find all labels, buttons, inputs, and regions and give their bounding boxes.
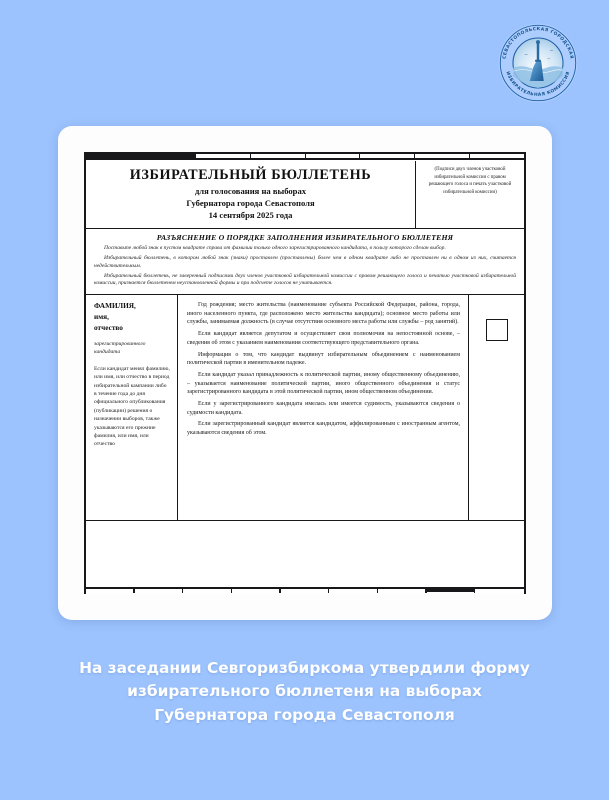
timing-mark [475,587,524,594]
timing-mark [196,152,251,160]
ballot-title: ИЗБИРАТЕЛЬНЫЙ БЮЛЛЕТЕНЬ [129,167,372,183]
candidate-name-heading-line2: имя, [94,312,109,322]
candidate-row [86,295,524,521]
caption-line-1: На заседании Севгоризбиркома утвердили форму [79,659,530,677]
emblem-monument-eagle [536,40,540,44]
instruction-paragraph-1: Поставьте любой знак в пустом квадрате справа от фамилии только одного зарегистрированного кандидата, в пользу которого сделан выбор. [104,245,446,252]
candidate-name-subheading-line2: кандидата [94,348,121,355]
ballot-subtitle-line1: для голосования на выборах [194,186,307,197]
timing-mark [427,587,476,592]
ballot-subtitle [90,186,411,221]
timing-mark [251,152,306,160]
timing-mark [141,152,196,160]
candidate-info-paragraph-2: Если кандидат является депутатом и осуществляет свои полномочия на непостоянной основе, – сведения об этом с указанием наименования соответствующего представительного органа. [187,331,460,346]
ballot-subtitle-line2: Губернатора города Севастополя [186,197,315,208]
candidate-name-heading [94,301,170,334]
emblem-ring-text-top: СЕВАСТОПОЛЬСКАЯ ГОРОДСКАЯ [502,27,574,60]
timing-mark [329,587,378,594]
timing-mark [135,587,184,594]
timing-mark [281,587,330,594]
timing-mark [360,152,415,160]
caption [0,657,609,727]
ballot-subtitle-line3: 14 сентября 2025 года [208,209,293,220]
candidate-name-heading-line1: ФАМИЛИЯ, [94,301,136,311]
ballot-title-box [86,161,416,228]
instruction-paragraph-3: Избирательный бюллетень, не заверенный подписями двух членов участковой избирательной комиссии с правом решающего голоса и печатью участковой избирательной комиссии, признается бюллетенем неустановленной формы и при подсчете голосов не учитывается. [94,272,516,287]
ballot-sheet [84,152,526,594]
timing-mark [86,152,141,160]
candidate-info-paragraph-5: Если у зарегистрированного кандидата имелась или имеется судимость, указываются сведения о судимости кандидата. [187,400,460,416]
candidate-info-paragraph-4: Если кандидат указал принадлежность к политической партии, иному общественному объединению, – указывается наименование политической партии, иного общественного объединения и статус зарегистрированного кандидата в этой политической партии, ином общественном объединении. [187,371,460,396]
candidate-info-paragraph-6: Если зарегистрированный кандидат является кандидатом, аффилированным с иностранным агентом, указываются сведения об этом. [187,421,460,437]
emblem [497,22,579,104]
timing-mark [470,152,524,160]
timing-mark [306,152,361,160]
timing-mark [378,587,427,594]
candidate-name-heading-line3: отчество [94,322,123,332]
candidate-name-subheading-line1: зарегистрированного [94,340,146,347]
vote-square-column [468,295,524,520]
candidate-info-paragraph-1: Год рождения; место жительства (наименование субъекта Российской Федерации, района, города, иного населенного пункта, где расположено место жительства кандидата); основное место работы или службы, занимаемая должность (в случае отсутствия основного места работы или службы – род занятий). [187,302,460,326]
instruction-paragraph-2: Избирательный бюллетень, в котором любой знак (знаки) проставлен (проставлены) более чем в одном квадрате либо не проставлен ни в одном из них, считается недействительным. [94,254,516,269]
ballot-header [86,161,524,229]
timing-mark [232,587,281,594]
ballot-card [58,126,552,620]
instruction-block [86,229,524,295]
timing-mark [86,587,135,594]
vote-square[interactable] [486,319,508,341]
caption-line-3: Губернатора города Севастополя [154,705,455,724]
timing-marks-top [86,152,524,161]
signature-stamp-box: (Подписи двух членов участковой избирательной комиссии с правом решающего голоса и печать участковой избирательной комиссии) [428,167,512,195]
candidate-name-change-note: Если кандидат менял фамилию, или имя, или отчество в период избирательной кампании либо в течение года до дня официального опубликования (публикации) решения о назначении выборов, также указываются его прежние фамилия, или имя, или отчество [94,365,170,448]
caption-line-2: избирательного бюллетеня на выборах [127,682,482,701]
timing-mark [183,587,232,594]
candidate-name-subheading [94,341,170,357]
candidate-name-column [86,295,178,520]
emblem-monument-base [535,60,541,62]
candidate-info-paragraph-3: Информация о том, что кандидат выдвинут избирательным объединением с наименованием политической партии в именительном падеже. [187,351,460,367]
emblem-ring-text-bottom: ИЗБИРАТЕЛЬНАЯ КОМИССИЯ [504,71,572,98]
ballot-blank-tail [86,521,524,587]
candidate-info-column [178,295,468,520]
emblem-monument-column [537,43,539,61]
timing-marks-bottom [86,587,524,594]
instruction-heading: РАЗЪЯСНЕНИЕ О ПОРЯДКЕ ЗАПОЛНЕНИЯ ИЗБИРАТЕЛЬНОГО БЮЛЛЕТЕНЯ [156,233,454,243]
emblem-svg [497,22,579,104]
timing-mark [415,152,470,160]
